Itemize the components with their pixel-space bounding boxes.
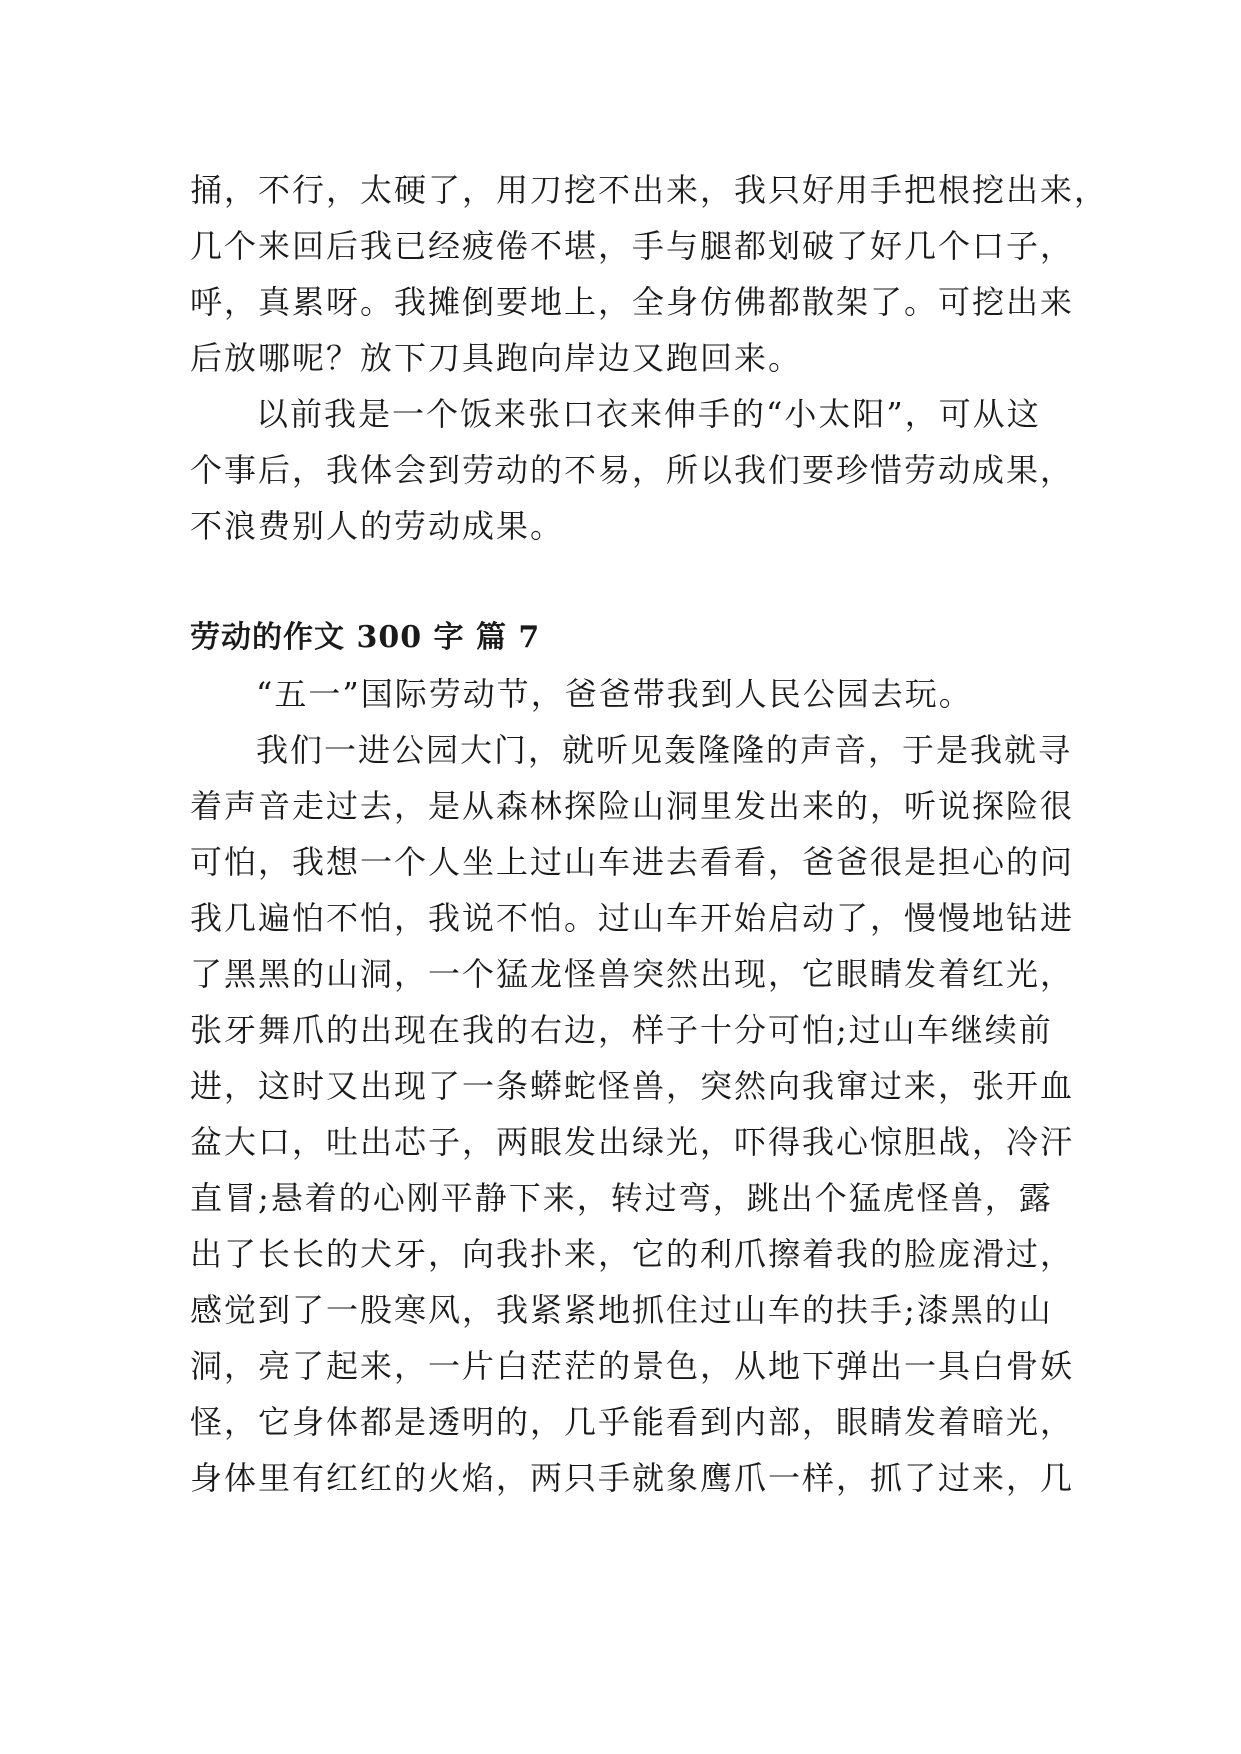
text-line: 洞，亮了起来，一片白茫茫的景色，从地下弹出一具白骨妖	[190, 1347, 1075, 1385]
paragraph-story	[190, 722, 1075, 1506]
text-line: 感觉到了一股寒风，我紧紧地抓住过山车的扶手;漆黑的山	[190, 1291, 1053, 1329]
text-line: 出了长长的犬牙，向我扑来，它的利爪擦着我的脸庞滑过，	[190, 1235, 1075, 1273]
text-line: 了黑黑的山洞，一个猛龙怪兽突然出现，它眼睛发着红光，	[190, 955, 1075, 993]
text-line: 不浪费别人的劳动成果。	[190, 507, 565, 545]
text-line: 以前我是一个饭来张口衣来伸手的“小太阳”，可从这	[256, 395, 1041, 433]
section-title: 劳动的作文 300 字 篇 7	[190, 620, 541, 655]
text-line: 几个来回后我已经疲倦不堪，手与腿都划破了好几个口子，	[190, 227, 1075, 265]
text-line: “五一”国际劳动节，爸爸带我到人民公园去玩。	[256, 675, 973, 713]
text-line: 捅，不行，太硬了，用刀挖不出来，我只好用手把根挖出来，	[190, 171, 1109, 209]
text-line: 我们一进公园大门，就听见轰隆隆的声音，于是我就寻	[256, 731, 1073, 769]
blank-line	[190, 554, 1070, 610]
text-line: 个事后，我体会到劳动的不易，所以我们要珍惜劳动成果，	[190, 451, 1075, 489]
text-line: 直冒;悬着的心刚平静下来，转过弯，跳出个猛虎怪兽，露	[190, 1179, 1053, 1217]
text-line: 后放哪呢？放下刀具跑向岸边又跑回来。	[190, 339, 803, 377]
text-line: 呼，真累呀。我摊倒要地上，全身仿佛都散架了。可挖出来	[190, 283, 1075, 321]
text-line: 张牙舞爪的出现在我的右边，样子十分可怕;过山车继续前	[190, 1011, 1053, 1049]
text-line: 怪，它身体都是透明的，几乎能看到内部，眼睛发着暗光，	[190, 1403, 1075, 1441]
text-line: 盆大口，吐出芯子，两眼发出绿光，吓得我心惊胆战，冷汗	[190, 1123, 1075, 1161]
text-line: 进，这时又出现了一条蟒蛇怪兽，突然向我窜过来，张开血	[190, 1067, 1075, 1105]
paragraph-conclusion	[190, 386, 1075, 554]
text-line: 我几遍怕不怕，我说不怕。过山车开始启动了，慢慢地钻进	[190, 899, 1075, 937]
paragraph-intro	[190, 666, 1070, 722]
text-line: 着声音走过去，是从森林探险山洞里发出来的，听说探险很	[190, 787, 1075, 825]
paragraph-continuation	[190, 162, 1109, 386]
text-line: 可怕，我想一个人坐上过山车进去看看，爸爸很是担心的问	[190, 843, 1075, 881]
document-body	[190, 162, 1109, 1506]
text-line: 身体里有红红的火焰，两只手就象鹰爪一样，抓了过来，几	[190, 1459, 1075, 1497]
